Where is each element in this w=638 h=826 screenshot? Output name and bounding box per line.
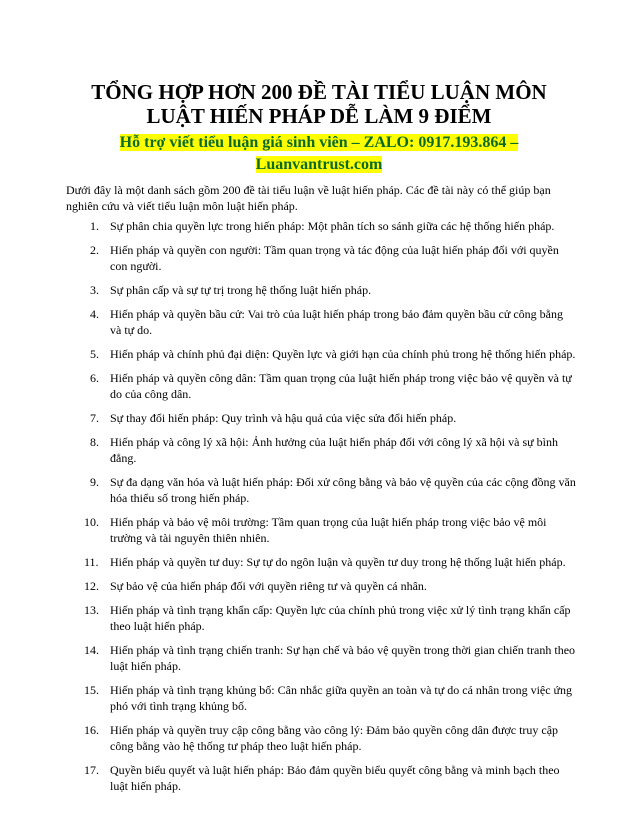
list-item-number: 5. [90,347,99,361]
list-item-text: Hiến pháp và tình trạng khủng bố: Cân nhắc giữa quyền an toàn và tự do cá nhân trong việc ứng phó với tình trạng khủng bố. [110,683,573,713]
list-item-text: Sự phân chia quyền lực trong hiến pháp: Một phân tích so sánh giữa các hệ thống hiến pháp. [110,219,555,233]
list-item [66,722,576,754]
topic-list [66,218,576,802]
list-item-number: 11. [84,555,99,569]
list-item-text: Sự đa dạng văn hóa và luật hiến pháp: Đối xử công bằng và bảo vệ quyền của các cộng đồng văn hóa thiểu số trong hiến pháp. [110,475,576,505]
list-item-text: Quyền biểu quyết và luật hiến pháp: Bảo đảm quyền biểu quyết công bằng và minh bạch theo luật hiến pháp. [110,763,560,793]
list-item-text: Hiến pháp và công lý xã hội: Ảnh hưởng của luật hiến pháp đối với công lý xã hội và sự bình đẳng. [110,435,558,465]
list-item-text: Sự phân cấp và sự tự trị trong hệ thống luật hiến pháp. [110,283,372,297]
list-item [66,306,576,338]
intro-paragraph: Dưới đây là một danh sách gồm 200 đề tài tiểu luận về luật hiến pháp. Các đề tài này có thể giúp bạn nghiên cứu và viết tiểu luận môn luật hiến pháp. [66,183,551,213]
list-item-number: 1. [90,219,99,233]
list-item [66,514,576,546]
list-item-number: 15. [84,683,99,697]
list-item-text: Hiến pháp và quyền truy cập công bằng vào công lý: Đảm bảo quyền công dân được truy cập công bằng vào hệ thống tư pháp theo luật hiến pháp. [110,723,559,753]
list-item-text: Hiến pháp và tình trạng chiến tranh: Sự hạn chế và bảo vệ quyền trong thời gian chiến tranh theo luật hiến pháp. [110,643,576,673]
list-item-text: Sự bảo vệ của hiến pháp đối với quyền riêng tư và quyền cá nhân. [110,579,427,593]
list-item-number: 6. [90,371,99,385]
list-item-number: 8. [90,435,99,449]
list-item [66,474,576,506]
list-item-text: Hiến pháp và quyền tư duy: Sự tự do ngôn luận và quyền tư duy trong hệ thống luật hiến pháp. [110,555,566,569]
list-item-number: 14. [84,643,99,657]
list-item-text: Hiến pháp và quyền bầu cử: Vai trò của luật hiến pháp trong bảo đảm quyền bầu cử công bằng và tự do. [110,307,563,337]
list-item [66,602,576,634]
list-item [66,346,576,362]
list-item-number: 9. [90,475,99,489]
list-item-number: 17. [84,763,99,777]
list-item-text: Sự thay đổi hiến pháp: Quy trình và hậu quả của việc sửa đổi hiến pháp. [110,411,457,425]
list-item [66,642,576,674]
document-title: TỔNG HỢP HƠN 200 ĐỀ TÀI TIỂU LUẬN MÔN LUẬT HIẾN PHÁP DỄ LÀM 9 ĐIỂM [91,80,547,128]
list-item-number: 4. [90,307,99,321]
list-item [66,554,576,570]
list-item-text: Hiến pháp và quyền công dân: Tầm quan trọng của luật hiến pháp trong việc bảo vệ quyền và tự do của công dân. [110,371,572,401]
list-item-text: Hiến pháp và tình trạng khẩn cấp: Quyền lực của chính phủ trong việc xử lý tình trạng khẩn cấp theo luật hiến pháp. [110,603,571,633]
list-item [66,762,576,794]
list-item-number: 2. [90,243,99,257]
list-item [66,242,576,274]
list-item-text: Hiến pháp và quyền con người: Tầm quan trọng và tác động của luật hiến pháp đối với quyền con người. [110,243,559,273]
subtitle-text: Hỗ trợ viết tiểu luận giá sinh viên – ZALO: 0917.193.864 – Luanvantrust.com [119,134,519,173]
list-item [66,434,576,466]
list-item-number: 12. [84,579,99,593]
list-item [66,410,576,426]
list-item [66,282,576,298]
list-item-text: Hiến pháp và bảo vệ môi trường: Tầm quan trọng của luật hiến pháp trong việc bảo vệ môi trường và tài nguyên thiên nhiên. [110,515,547,545]
document-subtitle [60,132,578,176]
list-item [66,218,576,234]
list-item-number: 13. [84,603,99,617]
list-item-text: Hiến pháp và chính phủ đại diện: Quyền lực và giới hạn của chính phủ trong hệ thống hiến pháp. [110,347,576,361]
list-item-number: 16. [84,723,99,737]
list-item-number: 10. [84,515,99,529]
list-item [66,370,576,402]
list-item [66,578,576,594]
list-item [66,682,576,714]
list-item-number: 3. [90,283,99,297]
list-item-number: 7. [90,411,99,425]
